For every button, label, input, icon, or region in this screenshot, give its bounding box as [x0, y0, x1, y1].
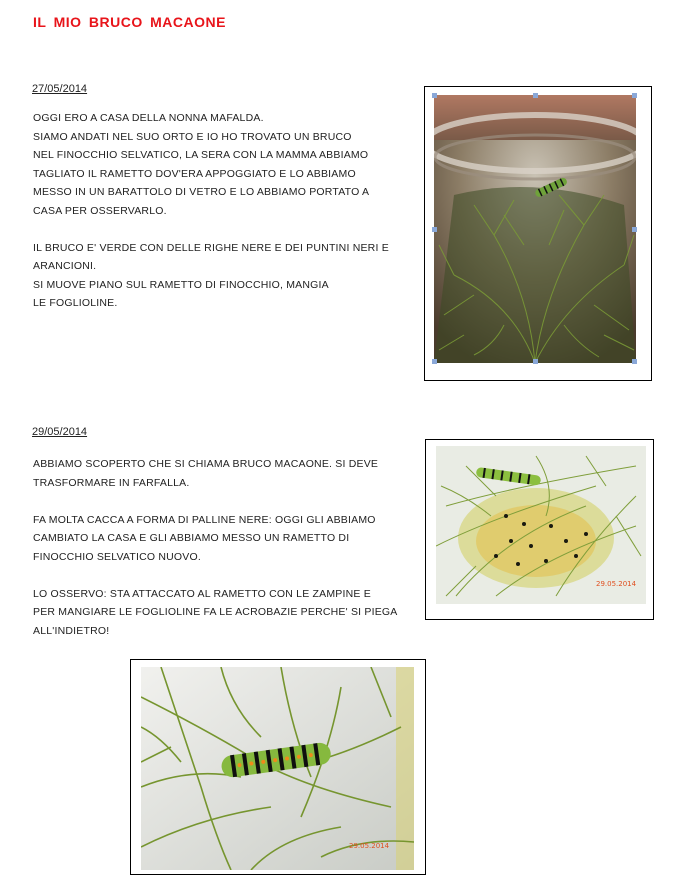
entry1-date: 27/05/2014 [32, 83, 88, 95]
entry2-text [33, 455, 398, 640]
text-line: FINOCCHIO SELVATICO NUOVO. [33, 550, 201, 563]
text-line [33, 492, 398, 511]
text-line: NEL FINOCCHIO SELVATICO, LA SERA CON LA MAMMA ABBIAMO [33, 149, 369, 161]
photo1-jar-caterpillar [434, 95, 636, 363]
photo2-caterpillar-dish [436, 446, 646, 604]
text-line: PER MANGIARE LE FOGLIOLINE FA LE ACROBAZIE PERCHE' SI PIEGA [33, 606, 398, 618]
text-line [33, 566, 398, 585]
text-line: TRASFORMARE IN FARFALLA. [33, 476, 190, 489]
photo3-caterpillar-closeup [141, 667, 414, 870]
page-title: IL MIO BRUCO MACAONE [33, 14, 226, 30]
text-line: MESSO IN UN BARATTOLO DI VETRO E LO ABBIAMO PORTATO A [33, 186, 370, 198]
text-line: SIAMO ANDATI NEL SUO ORTO E IO HO TROVATO UN BRUCO [33, 130, 352, 143]
entry1-text [33, 109, 389, 313]
text-line: TAGLIATO IL RAMETTO DOV'ERA APPOGGIATO E LO ABBIAMO [33, 167, 356, 180]
entry2-date: 29/05/2014 [32, 426, 88, 438]
text-line: CASA PER OSSERVARLO. [33, 204, 167, 217]
text-line: IL BRUCO E' VERDE CON DELLE RIGHE NERE E DEI PUNTINI NERI E [33, 241, 389, 254]
text-line: LE FOGLIOLINE. [33, 297, 118, 309]
photo1-frame [424, 86, 652, 381]
text-line: OGGI ERO A CASA DELLA NONNA MAFALDA. [33, 112, 264, 124]
text-line: LO OSSERVO: STA ATTACCATO AL RAMETTO CON LE ZAMPINE E [33, 587, 371, 600]
photo3-date-stamp: 29.05.2014 [349, 842, 390, 850]
text-line: ARANCIONI. [33, 260, 97, 272]
photo2-frame [425, 439, 654, 620]
photo3-frame [130, 659, 426, 875]
text-line: SI MUOVE PIANO SUL RAMETTO DI FINOCCHIO, MANGIA [33, 278, 329, 291]
text-line [33, 220, 389, 239]
text-line: FA MOLTA CACCA A FORMA DI PALLINE NERE: OGGI GLI ABBIAMO [33, 513, 376, 526]
text-line: ALL'INDIETRO! [33, 624, 110, 637]
text-line: CAMBIATO LA CASA E GLI ABBIAMO MESSO UN RAMETTO DI [33, 532, 350, 544]
text-line: ABBIAMO SCOPERTO CHE SI CHIAMA BRUCO MACAONE. SI DEVE [33, 458, 379, 470]
photo2-date-stamp: 29.05.2014 [596, 580, 637, 588]
